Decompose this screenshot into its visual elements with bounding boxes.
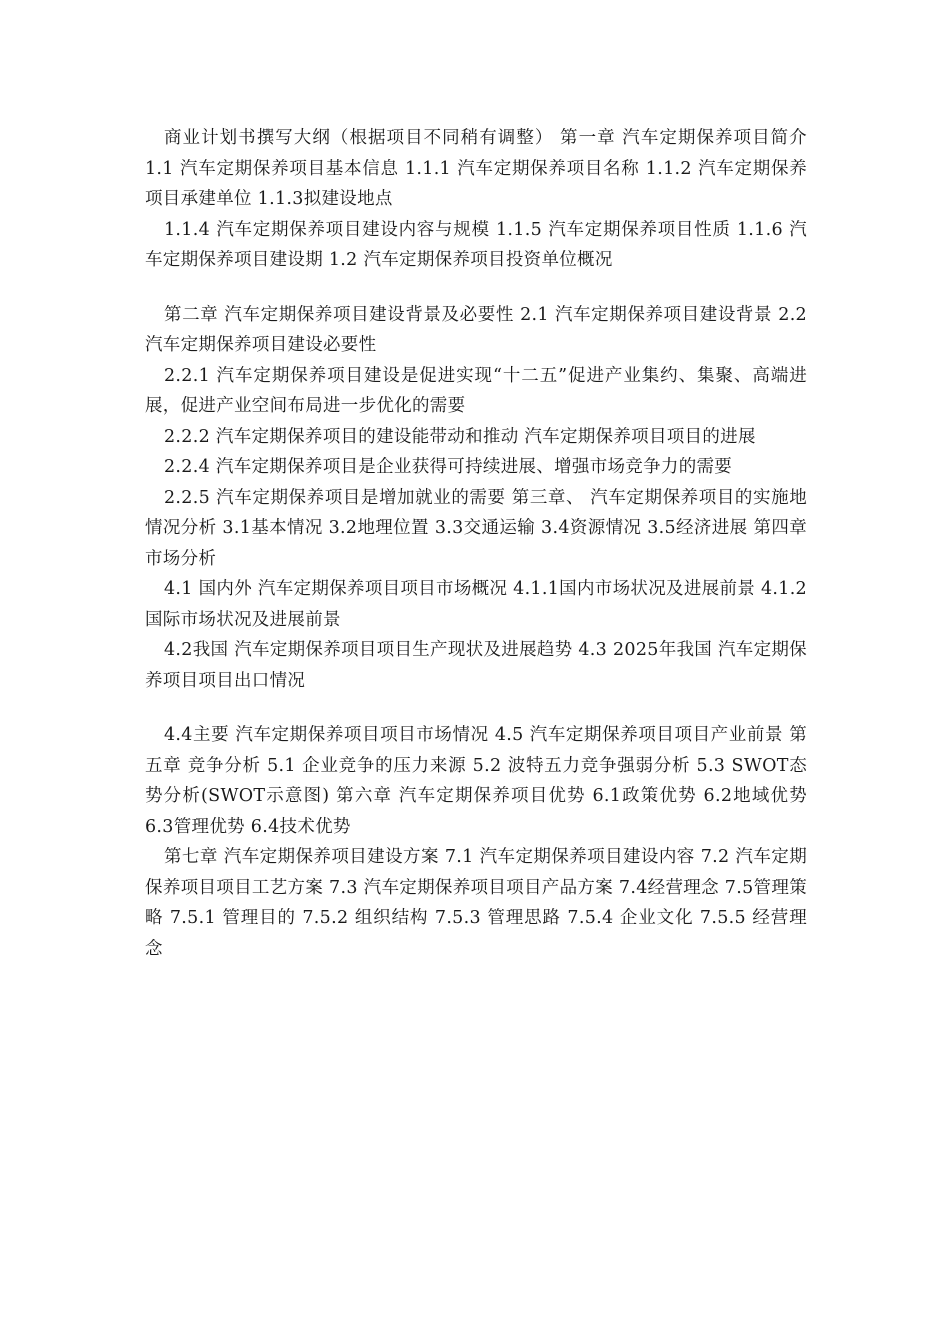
paragraph-2-2-5-chapter3: 2.2.5 汽车定期保养项目是增加就业的需要 第三章、 汽车定期保养项目的实施地情况分析 3.1基本情况 3.2地理位置 3.3交通运输 3.4资源情况 3.5经济进展 第四章 市场分析 — [145, 487, 807, 569]
paragraph-4-1: 4.1 国内外 汽车定期保养项目项目市场概况 4.1.1国内市场状况及进展前景 4.1.2国际市场状况及进展前景 — [145, 579, 807, 630]
document-body — [145, 123, 807, 964]
paragraph-gap — [145, 276, 807, 300]
paragraph-chapter7: 第七章 汽车定期保养项目建设方案 7.1 汽车定期保养项目建设内容 7.2 汽车定期保养项目项目工艺方案 7.3 汽车定期保养项目项目产品方案 7.4经营理念 7.5管理策略 7.5.1 管理目的 7.5.2 组织结构 7.5.3 管理思路 7.5.4 企业文化 7.5.5 经营理念 — [145, 847, 807, 959]
paragraph-chapter1-details: 1.1.4 汽车定期保养项目建设内容与规模 1.1.5 汽车定期保养项目性质 1.1.6 汽车定期保养项目建设期 1.2 汽车定期保养项目投资单位概况 — [145, 219, 807, 270]
paragraph-chapter2: 第二章 汽车定期保养项目建设背景及必要性 2.1 汽车定期保养项目建设背景 2.2 汽车定期保养项目建设必要性 — [145, 304, 807, 355]
paragraph-2-2-1: 2.2.1 汽车定期保养项目建设是促进实现“十二五”促进产业集约、集聚、高端进展，促进产业空间布局进一步优化的需要 — [145, 365, 807, 416]
paragraph-gap — [145, 696, 807, 720]
paragraph-4-2: 4.2我国 汽车定期保养项目项目生产现状及进展趋势 4.3 2025年我国 汽车定期保养项目项目出口情况 — [145, 640, 807, 691]
paragraph-2-2-2: 2.2.2 汽车定期保养项目的建设能带动和推动 汽车定期保养项目项目的进展 — [164, 426, 756, 447]
paragraph-2-2-4: 2.2.4 汽车定期保养项目是企业获得可持续进展、增强市场竞争力的需要 — [164, 457, 733, 477]
paragraph-outline-intro: 商业计划书撰写大纲（根据项目不同稍有调整） 第一章 汽车定期保养项目简介 1.1 汽车定期保养项目基本信息 1.1.1 汽车定期保养项目名称 1.1.2 汽车定期保养项目承建单位 1.1.3拟建设地点 — [145, 128, 807, 209]
paragraph-4-4-chapter5-6: 4.4主要 汽车定期保养项目项目市场情况 4.5 汽车定期保养项目项目产业前景 第五章 竞争分析 5.1 企业竞争的压力来源 5.2 波特五力竞争强弱分析 5.3 SWOT态势分析(SWOT示意图) 第六章 汽车定期保养项目优势 6.1政策优势 6.2地域优势 6.3管理优势 6.4技术优势 — [145, 725, 807, 837]
